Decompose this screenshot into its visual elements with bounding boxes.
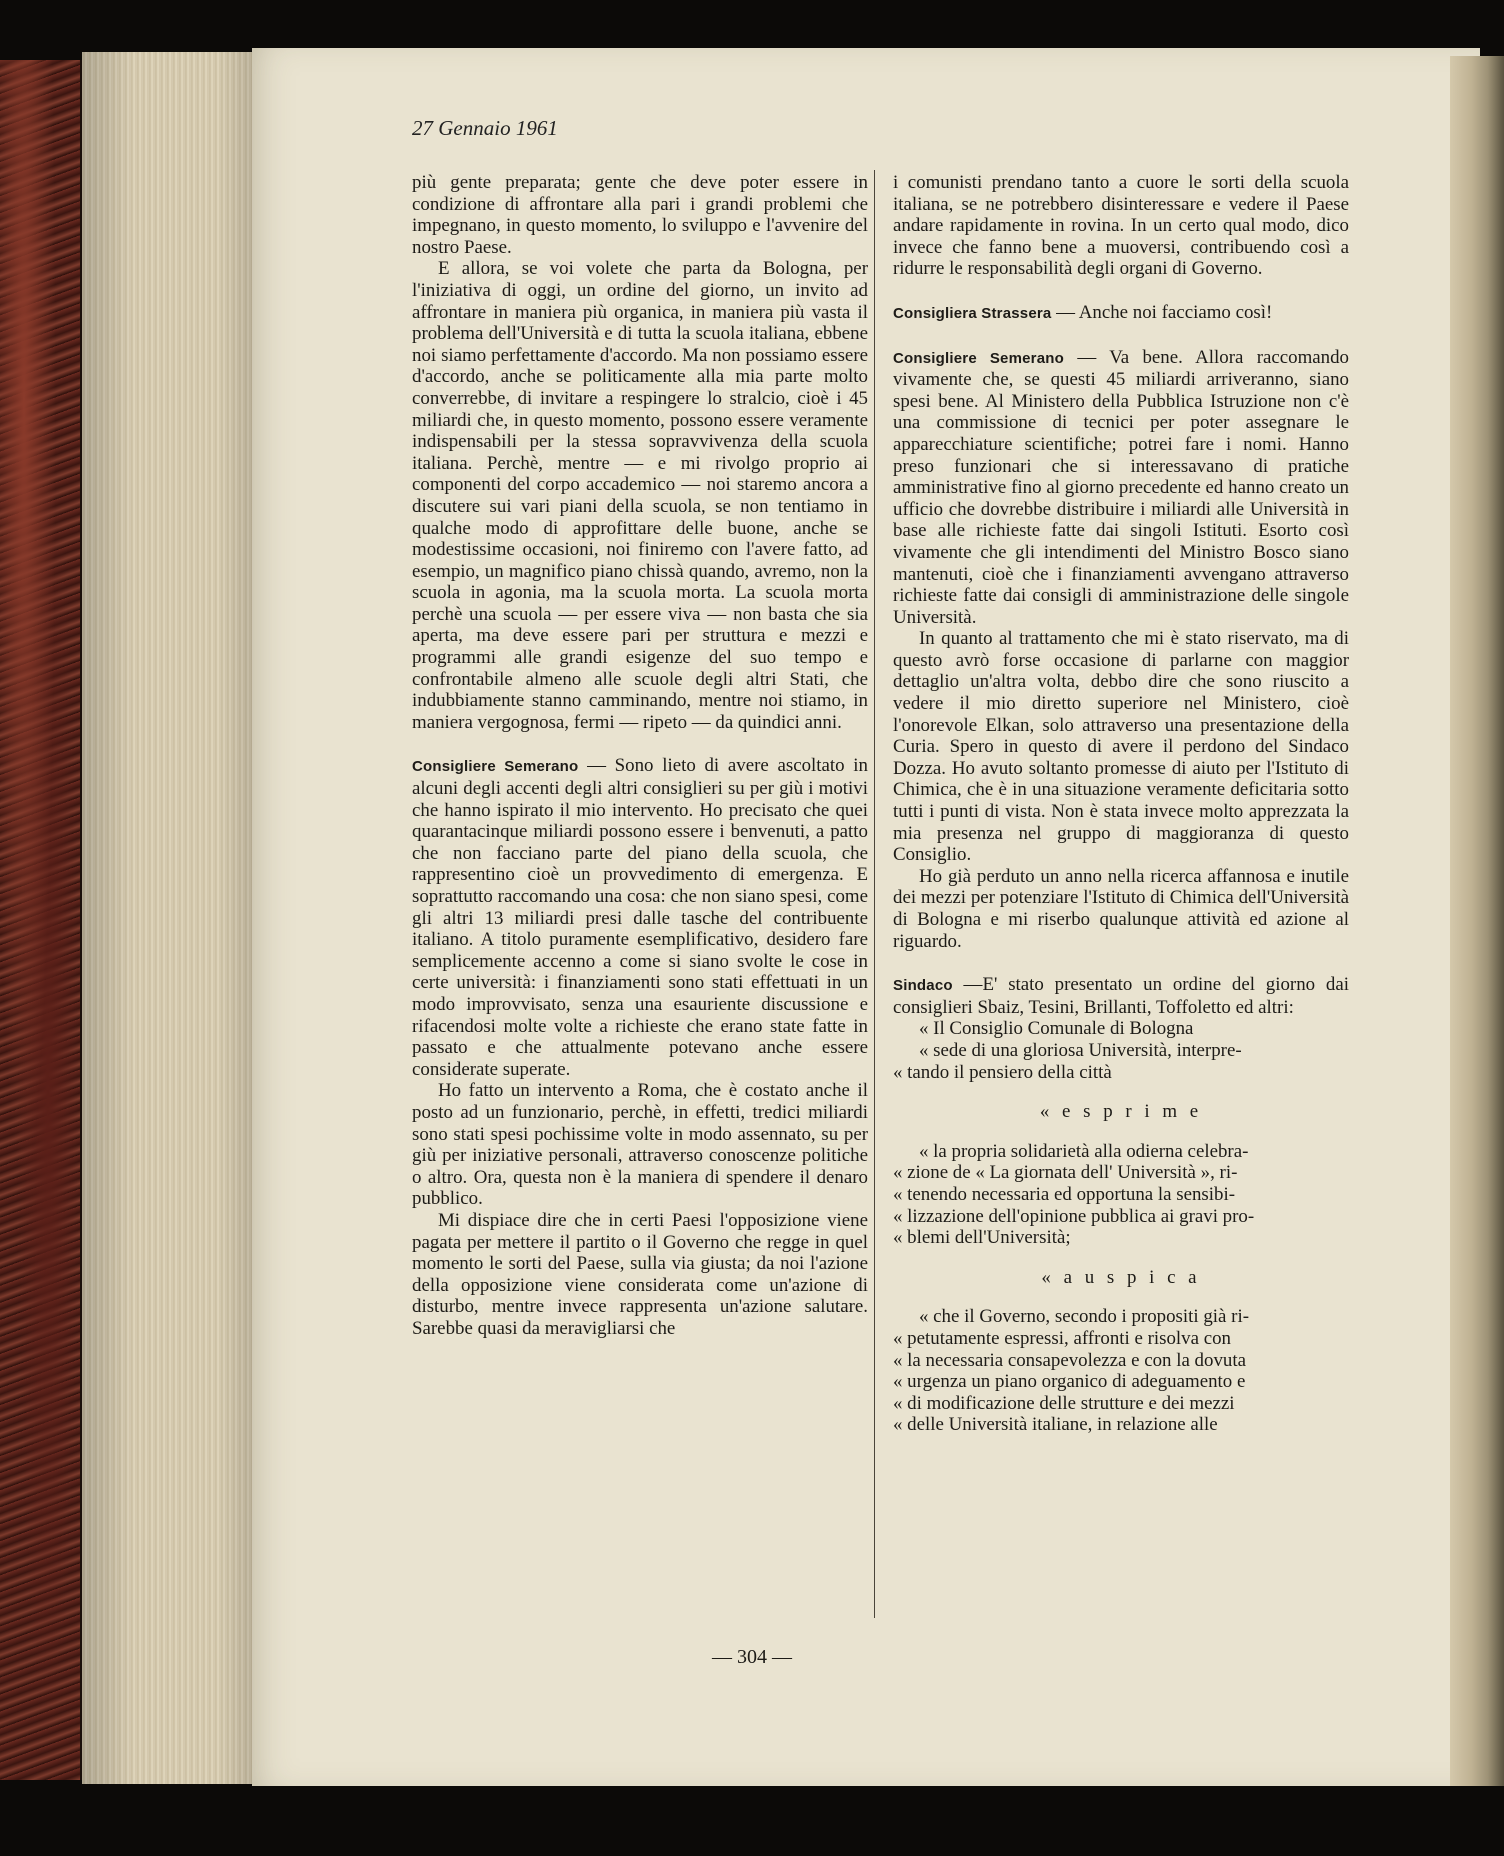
text-paragraph: Ho già perduto un anno nella ricerca affannosa e inutile dei mezzi per potenziare l'Istituto di Chimica dell'Università di Bologna e mi riserbo qualunque attività ed azione al riguardo. bbox=[893, 865, 1349, 952]
text-paragraph: « delle Università italiane, in relazione alle bbox=[893, 1414, 1218, 1436]
paragraph-gap bbox=[893, 952, 1349, 974]
text-paragraph: « petutamente espressi, affronti e risolva con bbox=[893, 1327, 1232, 1349]
text-paragraph: « zione de « La giornata dell' Università », ri- bbox=[893, 1162, 1238, 1184]
paragraph-gap bbox=[893, 1083, 1349, 1101]
page-header-date: 27 Gennaio 1961 bbox=[412, 116, 558, 140]
paragraph-gap bbox=[893, 325, 1349, 347]
text-paragraph: In quanto al trattamento che mi è stato riservato, ma di questo avrò forse occasione di parlarne con maggior dettaglio un'altra volta, debbo dire che sono riuscito a vedere il mio diretto superiore nel Ministero, cioè l'onorevole Elkan, solo attraverso una presentazione della Curia. Spero in questo di avere il perdono del Sindaco Dozza. Ho avuto soltanto promesse di aiuto per l'Istituto di Chimica, che è in una situazione veramente deficitaria sotto tutti i punti di vista. Non è stata invece molto apprezzata la mia presenza nel gruppo di maggioranza di questo Consiglio. bbox=[893, 628, 1349, 866]
text-paragraph: « la propria solidarietà alla odierna celebra- bbox=[919, 1140, 1249, 1162]
speaker-name: Consigliere Semerano bbox=[893, 349, 1064, 367]
speech-text: — Va bene. Allora raccomando vivamente che, se questi 45 miliardi arriveranno, siano spesi bene. Al Ministero della Pubblica Istruzione non c'è una commissione di tecnici per poter assegnare le apparecchiature scientifiche; potrei fare i nomi. Hanno preso funzionari che si interessavano di pratiche amministrative fino al giorno precedente ed hanno creato un ufficio che dovrebbe distribuire i miliardi alle Università in base alle richieste fatte dai singoli Istituti. Esorto così vivamente che gli intendimenti del Ministro Bosco siano mantenuti, cioè che i finanziamenti avvengano attraverso richieste fatte dai consigli di amministrazione delle singole Università. bbox=[893, 346, 1350, 628]
text-paragraph: « Il Consiglio Comunale di Bologna bbox=[919, 1018, 1194, 1040]
left-text-column bbox=[412, 172, 868, 1339]
text-paragraph: « di modificazione delle strutture e dei mezzi bbox=[893, 1392, 1235, 1414]
text-paragraph: « la necessaria consapevolezza e con la dovuta bbox=[893, 1349, 1246, 1371]
text-paragraph: Mi dispiace dire che in certi Paesi l'opposizione viene pagata per mettere il partito o il Governo che regge in quel momento le sorti del Paese, sulla via giusta; da noi l'azione della opposizione viene considerata come un'azione di disturbo, mentre invece rappresenta un'azione salutare. Sarebbe quasi da meravigliarsi che bbox=[412, 1209, 868, 1339]
text-paragraph: « tando il pensiero della città bbox=[893, 1061, 1112, 1083]
text-paragraph: « che il Governo, secondo i propositi già ri- bbox=[919, 1306, 1249, 1328]
page-number: — 304 — bbox=[712, 1646, 792, 1668]
text-paragraph: « tenendo necessaria ed opportuna la sensibi- bbox=[893, 1183, 1236, 1205]
right-text-column bbox=[893, 172, 1349, 1436]
speech-paragraph bbox=[412, 755, 868, 1080]
paragraph-gap bbox=[893, 1123, 1349, 1141]
speech-text: — Sono lieto di avere ascoltato in alcuni degli accenti degli altri consiglieri su per giù i motivi che hanno ispirato il mio intervento. Ho precisato che quei quarantacinque miliardi possono essere i benvenuti, a patto che non facciano parte del piano della scuola, che rappresentino cioè un provvedimento di emergenza. E soprattutto raccomando una cosa: che non siano spesi, come gli altri 13 miliardi presi dalle tasche del contribuente italiano. A titolo puramente esemplificativo, desidero fare semplicemente accenno a come si siano svolte le cose in certe università: i finanziamenti sono stati effettuati in un modo improvvisato, senza una esauriente discussione e rifacendosi molte volte a richieste che erano state fatte in passato e che attualmente potevano anche essere considerate superate. bbox=[412, 755, 868, 1080]
resolution-heading: « e s p r i m e bbox=[1039, 1101, 1203, 1123]
speech-text: —E' stato presentato un ordine del giorno dai consiglieri Sbaiz, Tesini, Brillanti, Toffoletto ed altri: bbox=[893, 974, 1349, 1018]
marbled-book-cover bbox=[0, 60, 83, 1780]
text-paragraph: « lizzazione dell'opinione pubblica ai gravi pro- bbox=[893, 1205, 1255, 1227]
resolution-heading: « a u s p i c a bbox=[1041, 1266, 1201, 1288]
speech-paragraph bbox=[893, 974, 1349, 1018]
column-divider bbox=[874, 170, 875, 1618]
text-paragraph: « urgenza un piano organico di adeguamento e bbox=[893, 1371, 1246, 1393]
speaker-name: Consigliere Semerano bbox=[412, 758, 579, 776]
book-page-edges bbox=[82, 52, 254, 1784]
text-paragraph: più gente preparata; gente che deve poter essere in condizione di affrontare alla pari i grandi problemi che impegnano, in questo momento, lo sviluppo e l'avvenire del nostro Paese. bbox=[412, 172, 868, 258]
paragraph-gap bbox=[412, 733, 868, 755]
text-paragraph: « blemi dell'Università; bbox=[893, 1227, 1071, 1249]
text-paragraph: Ho fatto un intervento a Roma, che è costato anche il posto ad un funzionario, perchè, in effetti, tredici miliardi sono stati spesi pochissime volte in modo assennato, su per giù per iniziative personali, attraverso conoscenze politiche o altro. Ora, questa non è la maniera di spendere il denaro pubblico. bbox=[412, 1080, 868, 1210]
speech-paragraph bbox=[893, 302, 1349, 325]
paragraph-gap bbox=[893, 1288, 1349, 1306]
speaker-name: Sindaco bbox=[893, 977, 953, 995]
facing-page-edge bbox=[1450, 56, 1504, 1786]
speech-paragraph bbox=[893, 347, 1349, 629]
paragraph-gap bbox=[893, 280, 1349, 302]
paragraph-gap bbox=[893, 1249, 1349, 1267]
speaker-name: Consigliera Strassera bbox=[893, 304, 1052, 322]
text-paragraph: i comunisti prendano tanto a cuore le sorti della scuola italiana, se ne potrebbero disinteressare e vedere il Paese andare rapidamente in rovina. In un certo qual modo, dico invece che fanno bene a muoversi, contribuendo così a ridurre le responsabilità degli organi di Governo. bbox=[893, 172, 1349, 280]
text-paragraph: « sede di una gloriosa Università, interpre- bbox=[919, 1039, 1242, 1061]
text-paragraph: E allora, se voi volete che parta da Bologna, per l'iniziativa di oggi, un ordine del giorno, un invito ad affrontare in maniera più organica, in maniera più vasta il problema dell'Università e di tutta la scuola italiana, ebbene noi siamo perfettamente d'accordo. Ma non possiamo essere d'accordo, anche se politicamente alla mia parte molto converrebbe, di invitare a respingere lo stralcio, cioè i 45 miliardi che, in questo momento, possono essere veramente indispensabili per la stessa sopravvivenza della scuola italiana. Perchè, mentre — e mi rivolgo proprio ai componenti del corpo accademico — noi staremo ancora a discutere sui vari piani della scuola, se non tentiamo in qualche modo di approfittare delle buone, anche se modestissime occasioni, noi finiremo con l'avere fatto, ad esempio, un magnifico piano chissà quando, avremo, non la scuola in agonia, ma la scuola morta. La scuola morta perchè una scuola — per essere viva — non basta che sia aperta, ma deve essere pari per struttura e mezzi e programmi alle grandi esigenze del suo tempo e confrontabile almeno alle scuole degli altri Stati, che indubbiamente stanno camminando, mentre noi stiamo, in maniera vergognosa, fermi — ripeto — da quindici anni. bbox=[412, 258, 868, 733]
speech-text: — Anche noi facciamo così! bbox=[1051, 301, 1273, 323]
